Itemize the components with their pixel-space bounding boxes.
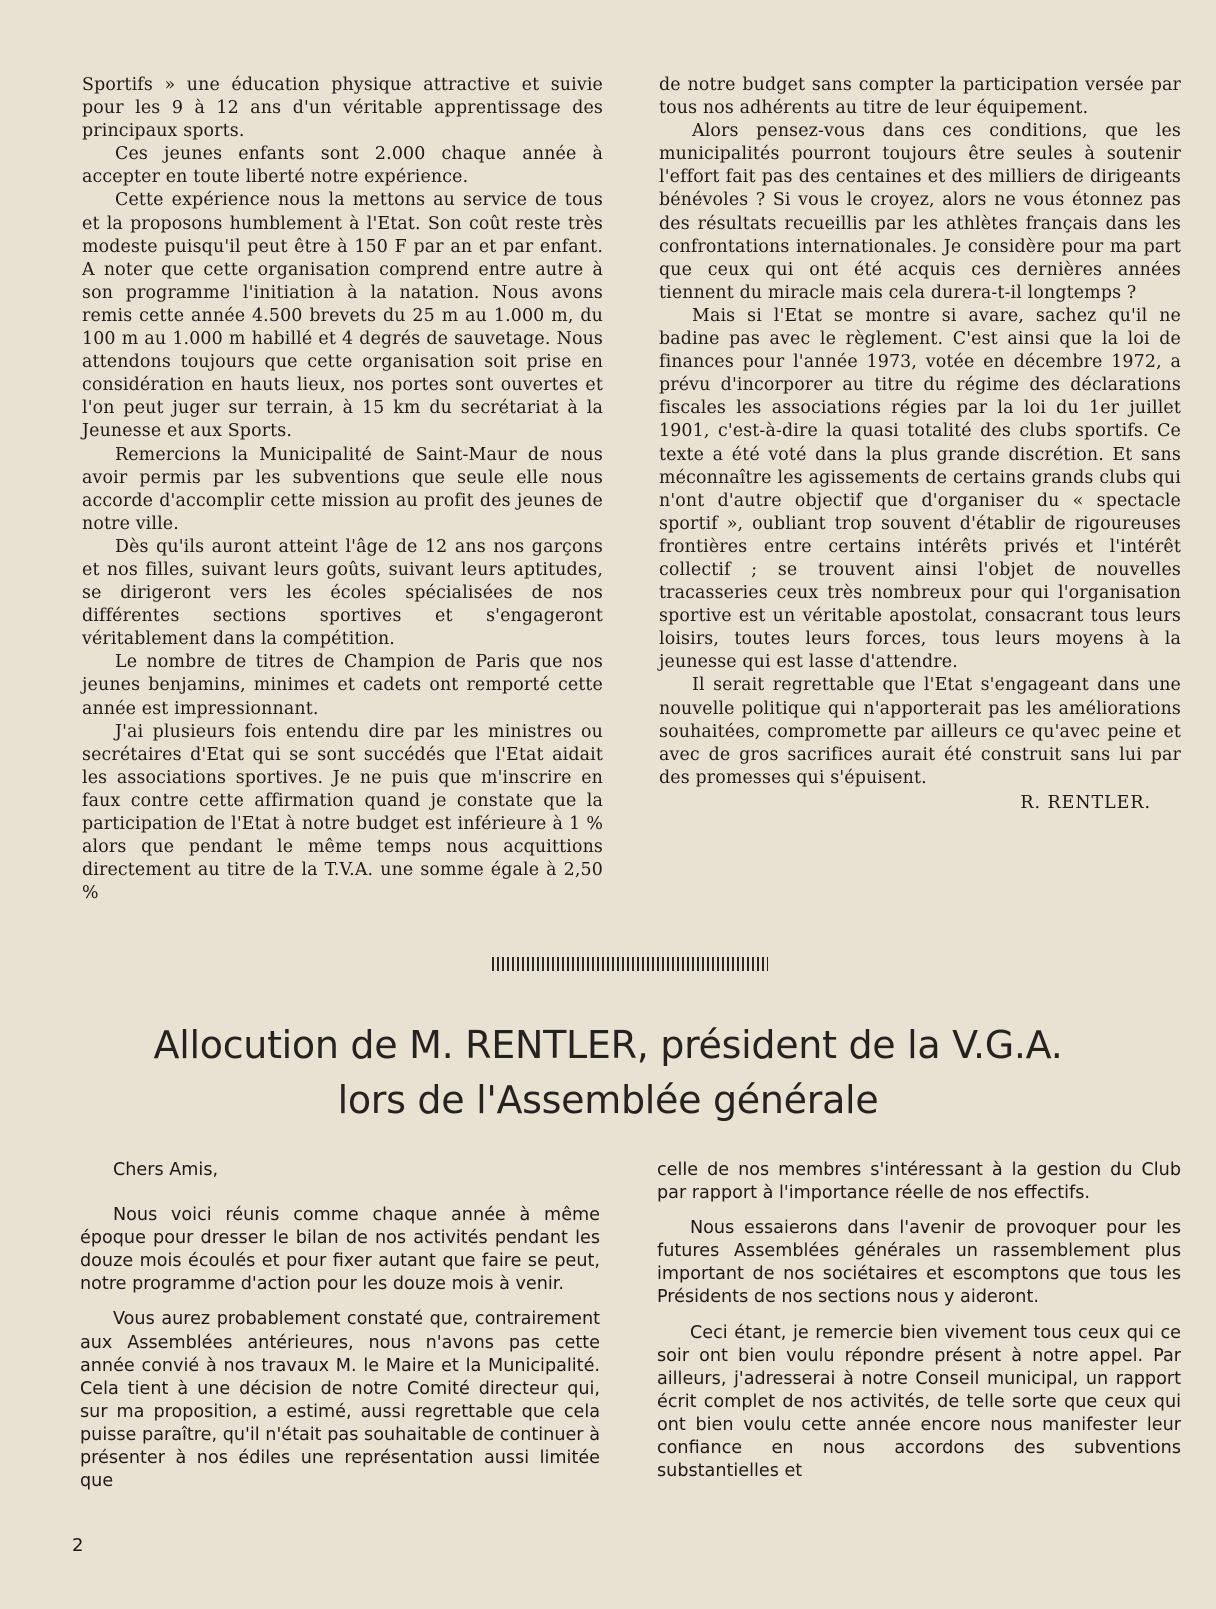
paragraph: Alors pensez-vous dans ces conditions, que les municipalités pourront toujours être seules à soutenir l'effort fait pas des centaines et des milliers de dirigeants bénévoles ? Si vous le croyez, alors ne vous étonnez pas des résultats recueillis par les athlètes français dans les confrontations internationales. Je considère pour ma part que ceux qui ont été acquis ces dernières années tiennent du miracle mais cela durera-t-il longtemps ? [659, 121, 1181, 303]
section-divider [492, 957, 768, 971]
article-headline [60, 1018, 1156, 1128]
paragraph: Cette expérience nous la mettons au service de tous et la proposons humblement à l'Etat. Son coût reste très modeste puisqu'il peut être à 150 F par an et par enfant. A noter que cette organisation comprend entre autre à son programme l'initiation à la natation. Nous avons remis cette année 4.500 brevets du 25 m au 1.000 m, du 100 m au 1.000 m habillé et 4 degrés de sauvetage. Nous attendons toujours que cette organisation soit prise en considération en hauts lieux, nos portes sont ouvertes et l'on peut juger sur terrain, à 15 km du secrétariat à la Jeunesse et aux Sports. [82, 190, 603, 442]
paragraph: Dès qu'ils auront atteint l'âge de 12 ans nos garçons et nos filles, suivant leurs goûts, suivant leurs aptitudes, se dirigeront vers les écoles spécialisées de nos différentes sections sportives et s'engageront véritablement dans la compétition. [82, 536, 603, 650]
paragraph: Remercions la Municipalité de Saint-Maur de nous avoir permis par les subventions que seule elle nous accorde d'accomplir cette mission au profit des jeunes de notre ville. [82, 444, 603, 534]
paragraph: Sportifs » une éducation physique attractive et suivie pour les 9 à 12 ans d'un véritable apprentissage des principaux sports. [82, 75, 603, 142]
paragraph: Ceci étant, je remercie bien vivement tous ceux qui ce soir ont bien voulu répondre présent à notre appel. Par ailleurs, j'adresserai à notre Conseil municipal, un rapport écrit complet de nos activités, de telle sorte que ceux qui ont bien voulu cette année encore nous manifester leur confiance en nous accordons des subventions substantielles et [657, 1322, 1181, 1482]
salutation: Chers Amis, [113, 1160, 219, 1180]
article2-right-column [657, 1159, 1181, 1483]
headline-line-1: Allocution de M. RENTLER, président de la V.G.A. [153, 1023, 1063, 1067]
paragraph: celle de nos membres s'intéressant à la gestion du Club par rapport à l'importance réelle de nos effectifs. [657, 1160, 1181, 1204]
article2-left-column [80, 1159, 600, 1493]
paragraph: Nous essaierons dans l'avenir de provoquer pour les futures Assemblées générales un rassemblement plus important de nos sociétaires et escomptons que tous les Présidents de nos sections nous y aideront. [657, 1218, 1181, 1308]
paragraph: J'ai plusieurs fois entendu dire par les ministres ou secrétaires d'Etat qui se sont succédés que l'Etat aidait les associations sportives. Je ne puis que m'inscrire en faux contre cette affirmation quand je constate que la participation de l'Etat à notre budget est inférieure à 1 % alors que pendant le même temps nous acquittions directement au titre de la T.V.A. une somme égale à 2,50 % [82, 721, 603, 904]
paragraph: Vous aurez probablement constaté que, contrairement aux Assemblées antérieures, nous n'avons pas cette année convié à nos travaux M. le Maire et la Municipalité. Cela tient à une décision de notre Comité directeur qui, sur ma proposition, a estimé, aussi regrettable que cela puisse paraître, qu'il n'était pas souhaitable de continuer à présenter à nos édiles une représentation aussi limitée que [80, 1309, 600, 1492]
paragraph: de notre budget sans compter la participation versée par tous nos adhérents au titre de leur équipement. [659, 75, 1181, 119]
page-number: 2 [72, 1535, 84, 1556]
article1-right-column [659, 74, 1181, 815]
paragraph: Mais si l'Etat se montre si avare, sachez qu'il ne badine pas avec le règlement. C'est ainsi que la loi de finances pour l'année 1973, votée en décembre 1972, a prévu d'incorporer au titre du régime des déclarations fiscales les associations régies par la loi du 1er juillet 1901, c'est-à-dire la quasi totalité des clubs sportifs. Ce texte a été voté dans la plus grande discrétion. Et sans méconnaître les agissements de certains grands clubs qui n'ont d'autre objectif que d'organiser du « spectacle sportif », oubliant trop souvent d'établir de rigoureuses frontières entre certains intérêts privés et l'intérêt collectif ; se trouvent ainsi l'objet de nouvelles tracasseries ceux très nombreux pour qui l'organisation sportive est un véritable apostolat, consacrant tous leurs loisirs, toutes leurs forces, tous leurs moyens à la jeunesse qui est lasse d'attendre. [659, 305, 1181, 673]
author-signature: R. RENTLER. [1020, 792, 1151, 813]
headline-line-2: lors de l'Assemblée générale [337, 1078, 879, 1122]
paragraph: Ces jeunes enfants sont 2.000 chaque année à accepter en toute liberté notre expérience. [82, 144, 603, 188]
paragraph: Nous voici réunis comme chaque année à même époque pour dresser le bilan de nos activités pendant les douze mois écoulés et pour fixer autant que faire se peut, notre programme d'action pour les douze mois à venir. [80, 1205, 600, 1295]
paragraph: Le nombre de titres de Champion de Paris que nos jeunes benjamins, minimes et cadets ont remporté cette année est impressionnant. [82, 652, 603, 719]
article1-left-column [82, 74, 603, 905]
paragraph: Il serait regrettable que l'Etat s'engageant dans une nouvelle politique qui n'apporterait pas les améliorations souhaitées, compromette par ailleurs ce qu'avec peine et avec de gros sacrifices aurait été construit sans lui par des promesses qui s'épuisent. [659, 675, 1181, 788]
